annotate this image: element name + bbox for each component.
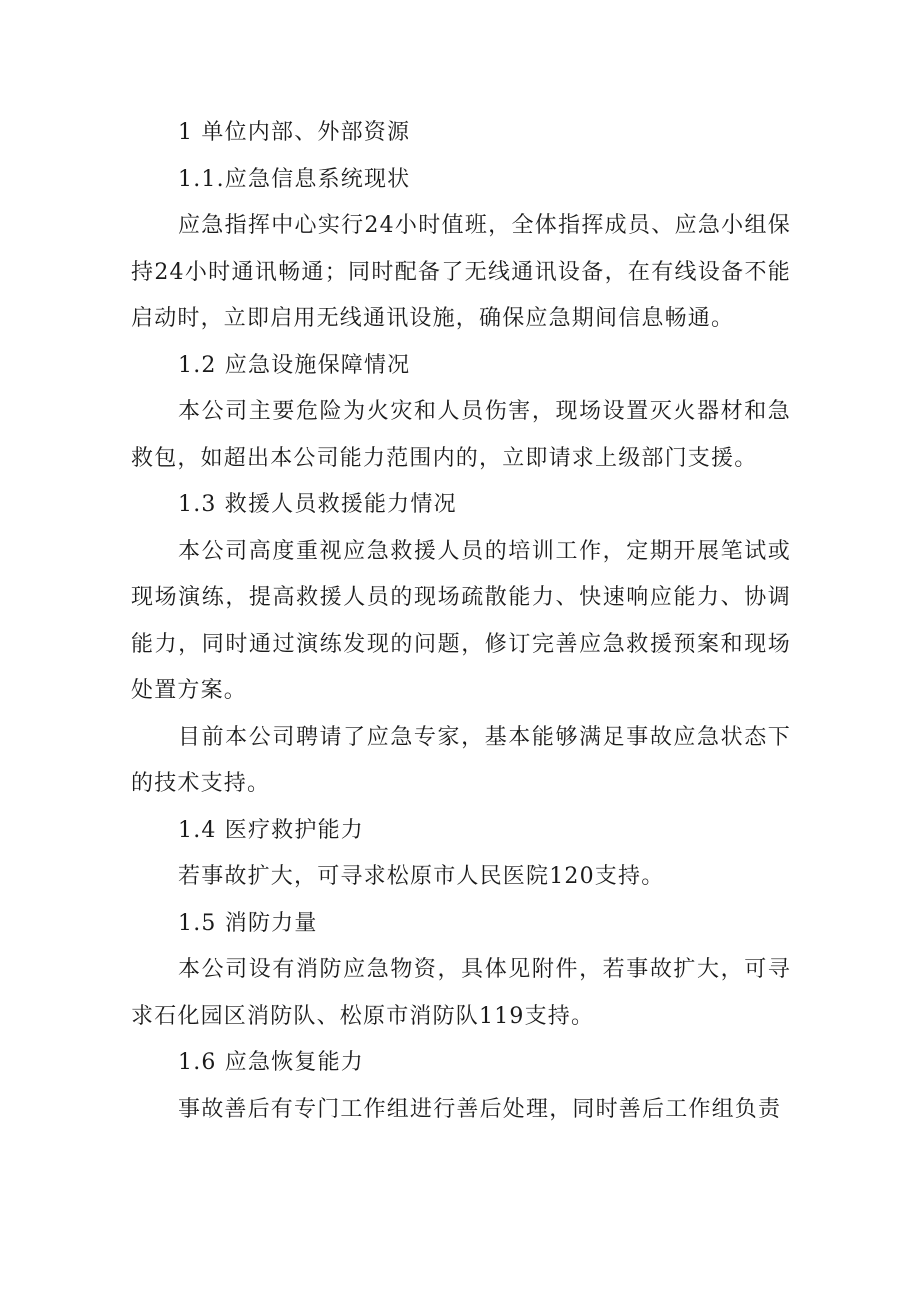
section-heading-1-6: 1.6 应急恢复能力 [178, 1050, 364, 1075]
paragraph-fire: 本公司设有消防应急物资，具体见附件，若事故扩大，可寻求石化园区消防队、松原市消防队119支持。 [131, 957, 791, 1029]
section-heading-1-1: 1.1.应急信息系统现状 [178, 166, 411, 192]
section-heading-1-5: 1.5 消防力量 [178, 910, 318, 936]
paragraph-recovery: 事故善后有专门工作组进行善后处理，同时善后工作组负责 [178, 1096, 782, 1122]
paragraph-info-system: 应急指挥中心实行24小时值班，全体指挥成员、应急小组保持24小时通讯畅通；同时配备了无线通讯设备，在有线设备不能启动时，立即启用无线通讯设施，确保应急期间信息畅通。 [131, 213, 791, 331]
section-heading-1-4: 1.4 医疗救护能力 [178, 817, 364, 843]
section-heading-1-3: 1.3 救援人员救援能力情况 [178, 492, 457, 517]
section-heading-1: 1 单位内部、外部资源 [178, 120, 411, 145]
paragraph-medical: 若事故扩大，可寻求松原市人民医院120支持。 [178, 864, 665, 889]
section-heading-1-2: 1.2 应急设施保障情况 [178, 352, 411, 378]
document-body [131, 110, 791, 1133]
paragraph-rescue-training: 本公司高度重视应急救援人员的培训工作，定期开展笔试或现场演练，提高救援人员的现场疏散能力、快速响应能力、协调能力，同时通过演练发现的问题，修订完善应急救援预案和现场处置方案。 [131, 538, 791, 703]
paragraph-facilities: 本公司主要危险为火灾和人员伤害，现场设置灭火器材和急救包，如超出本公司能力范围内的，立即请求上级部门支援。 [131, 399, 791, 471]
paragraph-experts: 目前本公司聘请了应急专家，基本能够满足事故应急状态下的技术支持。 [131, 724, 791, 796]
